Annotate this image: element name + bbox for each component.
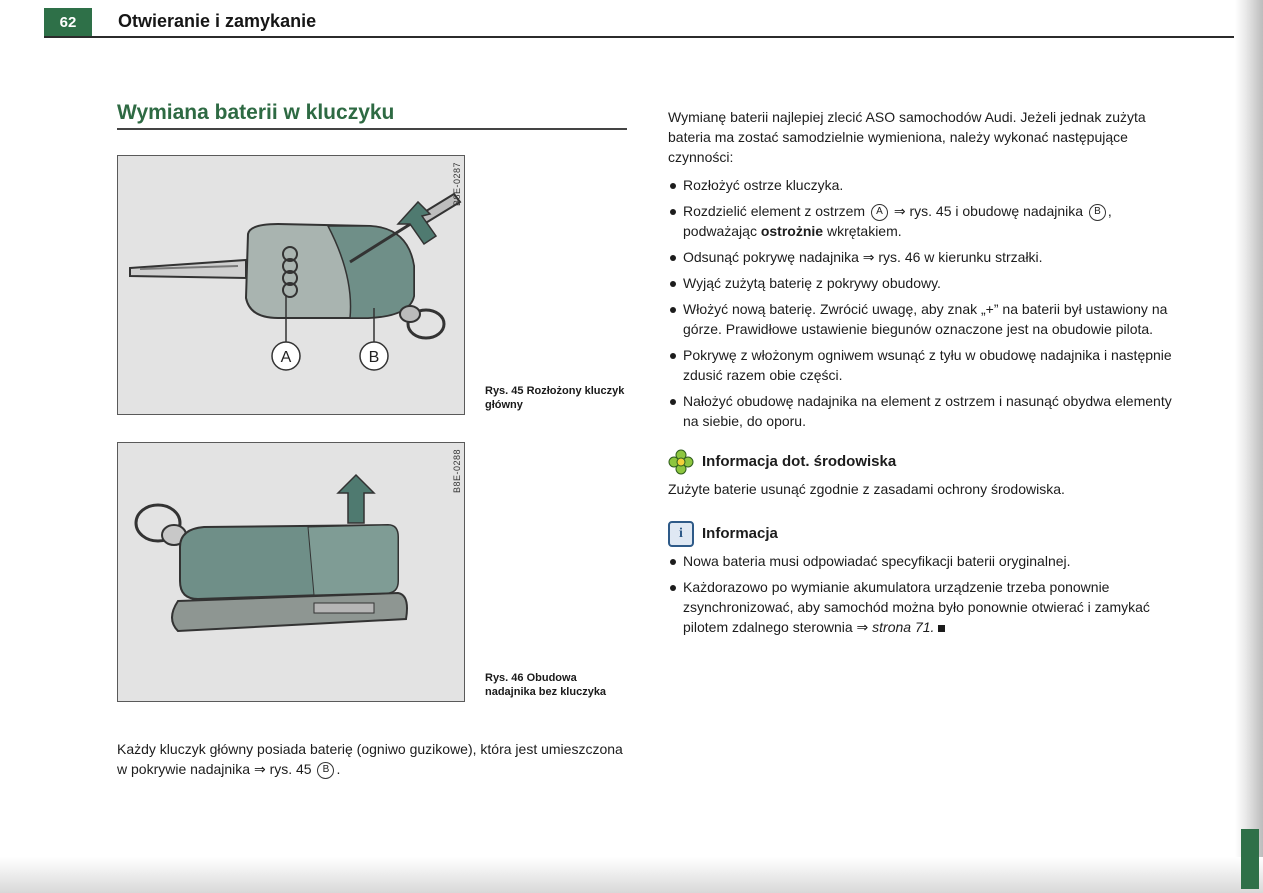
- end-of-section-mark: [938, 625, 945, 632]
- step-item: Pokrywę z włożonym ogniwem wsunąć z tyłu w obudowę nadajnika i następnie zdusić razem obie części.: [668, 345, 1180, 385]
- environment-flower-icon: [668, 449, 694, 475]
- info-item: [668, 577, 1180, 637]
- environment-note-header: [668, 449, 1180, 475]
- info-note-title: Informacja: [702, 525, 778, 542]
- info-list: [668, 551, 1180, 637]
- step-item: Rozłożyć ostrze kluczyka.: [668, 175, 1180, 195]
- environment-note-title: Informacja dot. środowiska: [702, 453, 897, 470]
- section-title: Wymiana baterii w kluczyku: [117, 101, 395, 124]
- battery-location-text: Każdy kluczyk główny posiada baterię (ogniwo guzikowe), która jest umieszczona w pokrywie nadajnika ⇒ rys. 45: [117, 741, 623, 777]
- figure-code: B8E-0287: [452, 162, 462, 207]
- step-text: wkrętakiem.: [826, 223, 902, 239]
- step-item: Włożyć nową baterię. Zwrócić uwagę, aby znak „+” na baterii był ustawiony na górze. Prawidłowe ustawienie biegunów oznaczone jest na obudowie pilota.: [668, 299, 1180, 339]
- page-reference-link[interactable]: strona 71.: [872, 619, 935, 635]
- steps-list: [668, 175, 1180, 431]
- intro-paragraph: Wymianę baterii najlepiej zlecić ASO samochodów Audi. Jeżeli jednak zużyta bateria ma zostać samodzielnie wymieniona, należy wykonać następujące czynności:: [668, 109, 1146, 165]
- step-item: Odsunąć pokrywę nadajnika ⇒ rys. 46 w kierunku strzałki.: [668, 247, 1180, 267]
- instructions-column: [668, 107, 1180, 643]
- label-b: B: [368, 349, 380, 366]
- page-number: 62: [44, 8, 92, 36]
- step-item: Wyjąć zużytą baterię z pokrywy obudowy.: [668, 273, 1180, 293]
- ref-b-icon: B: [1089, 204, 1106, 221]
- transmitter-housing-illustration: [118, 443, 464, 701]
- info-item: Nowa bateria musi odpowiadać specyfikacji baterii oryginalnej.: [668, 551, 1180, 571]
- ref-b-icon: B: [317, 762, 334, 779]
- step-emphasis: ostrożnie: [760, 223, 824, 239]
- binding-edge: [1235, 0, 1263, 893]
- environment-note-text: Zużyte baterie usunąć zgodnie z zasadami ochrony środowiska.: [668, 481, 1065, 497]
- figure-unfolded-key: [117, 155, 465, 415]
- figure-46-caption: Rys. 46 Obudowa nadajnika bez kluczyka: [485, 672, 607, 698]
- step-text: ⇒ rys. 45 i obudowę nadajnika: [893, 203, 1084, 219]
- step-text: , podważając: [683, 203, 1112, 239]
- step-text: Rozdzielić element z ostrzem: [683, 203, 866, 219]
- step-item: [668, 201, 1180, 241]
- info-icon: i: [668, 521, 694, 547]
- info-text: Każdorazowo po wymianie akumulatora urządzenie trzeba ponownie zsynchronizować, aby samochód można było ponownie otwierać i zamykać pilotem zdalnego sterownia ⇒: [683, 579, 1150, 635]
- bottom-edge: [0, 857, 1263, 893]
- chapter-tab-marker: [1241, 829, 1259, 889]
- figure-code: B8E-0288: [452, 449, 462, 494]
- paragraph-tail: .: [336, 761, 341, 777]
- section-divider: [117, 128, 627, 130]
- header-divider: [44, 36, 1234, 38]
- battery-location-paragraph: [117, 739, 629, 779]
- chapter-title: Otwieranie i zamykanie: [118, 11, 317, 31]
- unfolded-key-illustration: [118, 156, 464, 414]
- figure-transmitter-housing: [117, 442, 465, 702]
- label-a: A: [280, 349, 292, 366]
- figure-45-caption: Rys. 45 Rozłożony kluczyk główny: [485, 385, 625, 411]
- info-note-header: [668, 521, 1180, 547]
- ref-a-icon: A: [871, 204, 888, 221]
- step-item: Nałożyć obudowę nadajnika na element z ostrzem i nasunąć obydwa elementy na siebie, do oporu.: [668, 391, 1180, 431]
